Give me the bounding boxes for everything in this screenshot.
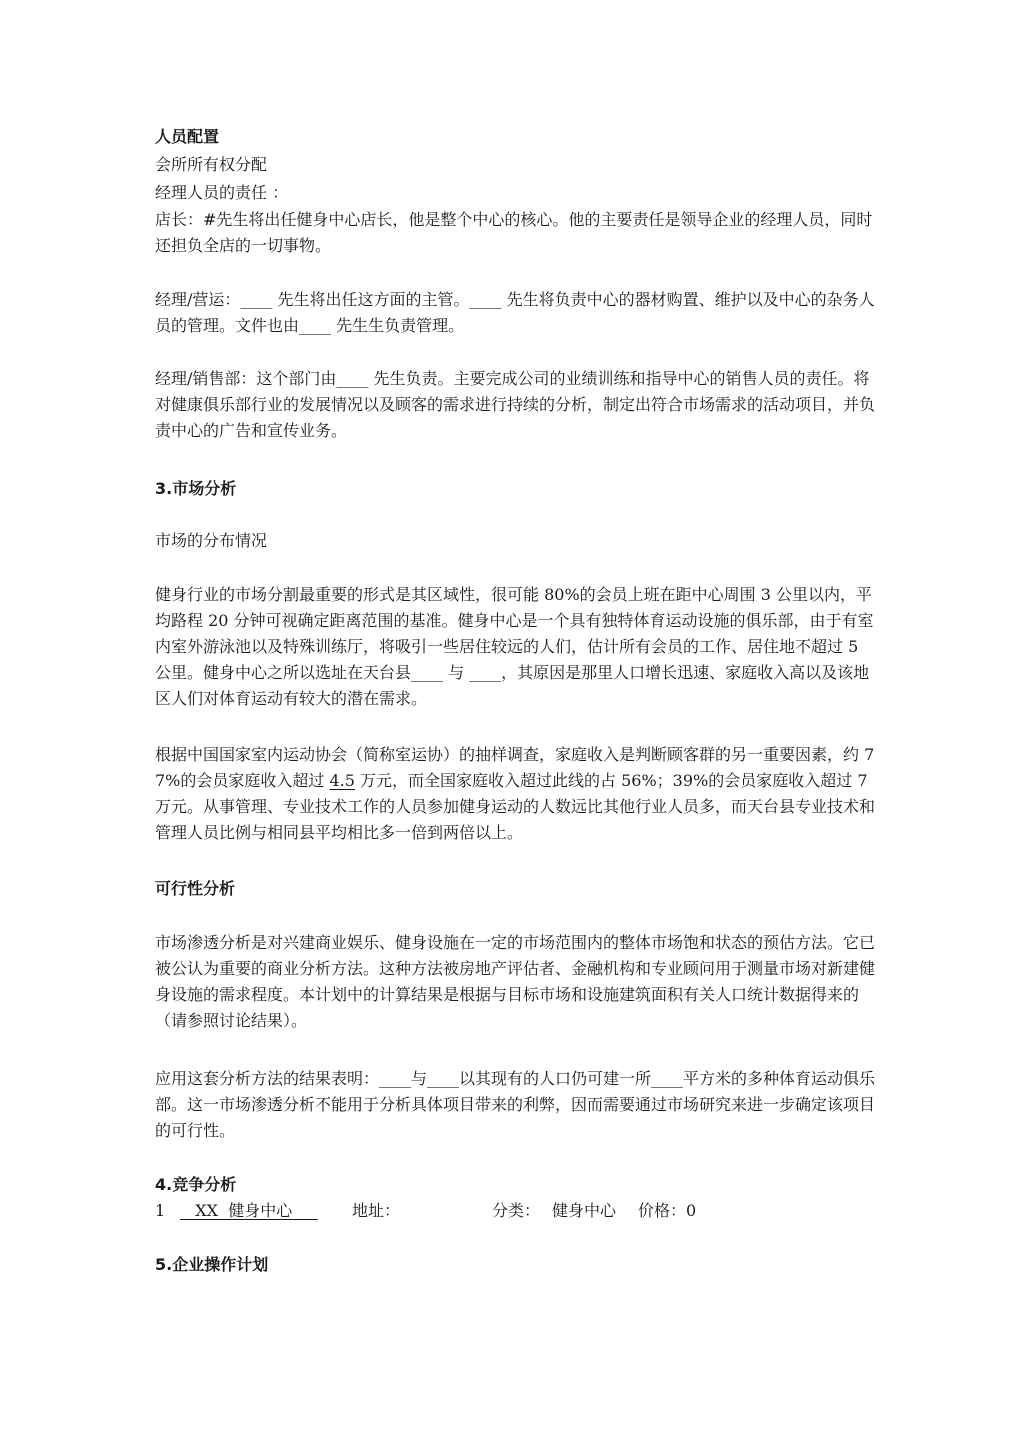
feasibility-heading: 可行性分析 [155,879,236,898]
competitor-index: 1 [155,1201,166,1220]
competition-heading: 4.竞争分析 [155,1175,237,1194]
ownership-line: 会所所有权分配 [155,155,268,174]
market-paragraph-1: 健身行业的市场分割最重要的形式是其区域性，很可能 80%的会员上班在距中心周围 3 公里以内，平均路程 20 分钟可视确定距离范围的基准。健身中心是一个具有独特体育运动设施的俱乐部，由于有室内室外游泳池以及特殊训练厅，将吸引一些居住较远的人们，估计所有会员的工作、居住地不超过 5 公里。健身中心之所以选址在天台县____ 与 ____，其原因是那里人口增长迅速、家庭收入高以及该地区人们对体育运动有较大的潜在需求。 [155,585,874,708]
ops-manager-paragraph: 经理/营运：____ 先生将出任这方面的主管。____ 先生将负责中心的器材购置、维护以及中心的杂务人员的管理。文件也由____ 先生生负责管理。 [155,290,875,335]
competitor-name: XX 健身中心 [180,1201,318,1220]
competitor-address-label: 地址： [352,1201,401,1220]
store-manager-paragraph: 店长：#先生将出任健身中心店长，他是整个中心的核心。他的主要责任是领导企业的经理人员，同时还担负全店的一切事物。 [155,210,873,255]
sales-manager-paragraph: 经理/销售部：这个部门由____ 先生负责。主要完成公司的业绩训练和指导中心的销售人员的责任。将对健康俱乐部行业的发展情况以及顾客的需求进行持续的分析，制定出符合市场需求的活动项目，并负责中心的广告和宣传业务。 [155,369,876,440]
staff-heading: 人员配置 [155,127,220,146]
competitor-category-value: 健身中心 [552,1201,617,1220]
operations-heading: 5.企业操作计划 [155,1255,269,1274]
market-heading: 3.市场分析 [155,479,237,498]
market-paragraph-2 [155,742,875,846]
feasibility-paragraph-2: 应用这套分析方法的结果表明：____与____以其现有的人口仍可建一所____平方米的多种体育运动俱乐部。这一市场渗透分析不能用于分析具体项目带来的利弊，因而需要通过市场研究来进一步确定该项目的可行性。 [155,1069,876,1140]
competitor-category-label: 分类： [492,1201,541,1220]
market-paragraph-2-start: 根据中国国家室内运动协会（简称室运协）的抽样调查，家庭收入是判断顾客群的另一重要因素，约 77%的会员家庭收入超过 [155,745,875,790]
competitor-price: 价格：0 [638,1201,697,1220]
feasibility-paragraph-1: 市场渗透分析是对兴建商业娱乐、健身设施在一定的市场范围内的整体市场饱和状态的预估方法。它已被公认为重要的商业分析方法。这种方法被房地产评估者、金融机构和专业顾问用于测量市场对新建健身设施的需求程度。本计划中的计算结果是根据与目标市场和设施建筑面积有关人口统计数据得来的（请参照讨论结果）。 [155,933,876,1030]
responsibility-line: 经理人员的责任 ： [155,183,289,202]
market-paragraph-2-end: 万元，而全国家庭收入超过此线的占 56%；39%的会员家庭收入超过 7 万元。从事管理、专业技术工作的人员参加健身运动的人数远比其他行业人员多，而天台县专业技术和管理人员比例与相同县平均相比多一倍到两倍以上。 [155,771,876,842]
income-threshold-value: 4.5 [329,771,355,790]
market-subheading: 市场的分布情况 [155,531,268,550]
